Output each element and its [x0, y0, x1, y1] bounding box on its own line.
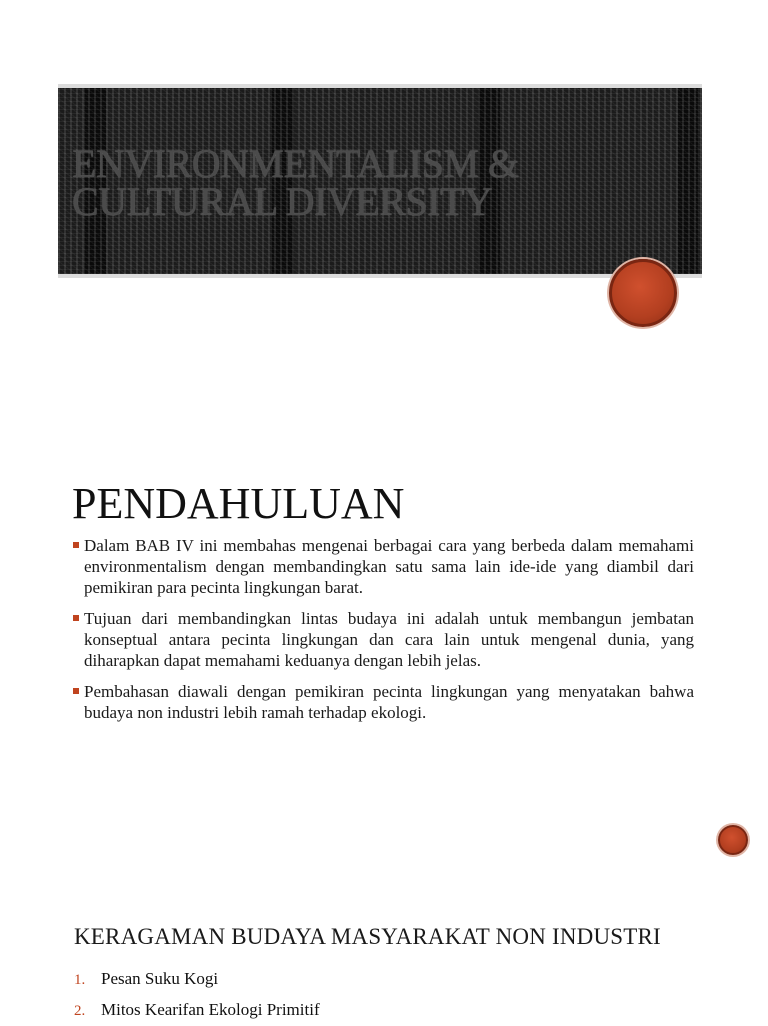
- bullet-item: Dalam BAB IV ini membahas mengenai berbagai cara yang berbeda dalam memahami environmentalism dengan membandingkan satu sama lain ide-ide yang diambil dari pemikiran para pecinta lingkungan barat.: [72, 535, 694, 598]
- keragaman-numbered-list: [74, 964, 320, 1026]
- decorative-circle: [609, 259, 677, 327]
- list-number: 1.: [74, 972, 86, 988]
- slide-title: ENVIRONMENTALISM & CULTURAL DIVERSITY: [72, 141, 519, 224]
- decorative-circle-small: [718, 825, 748, 855]
- list-item-text: Mitos Kearifan Ekologi Primitif: [101, 1000, 320, 1019]
- list-item-text: Pesan Suku Kogi: [101, 969, 219, 988]
- list-number: 2.: [74, 1003, 86, 1019]
- bullet-item: Tujuan dari membandingkan lintas budaya ini adalah untuk membangun jembatan konseptual antara pecinta lingkungan dan cara lain untuk mengenal dunia, yang diharapkan dapat memahami keduanya dengan lebih jelas.: [72, 608, 694, 671]
- bullet-item: Pembahasan diawali dengan pemikiran pecinta lingkungan yang menyatakan bahwa budaya non industri lebih ramah terhadap ekologi.: [72, 681, 694, 723]
- list-item: [74, 964, 320, 995]
- section-heading-keragaman: KERAGAMAN BUDAYA MASYARAKAT NON INDUSTRI: [74, 924, 661, 949]
- pendahuluan-bullet-list: [72, 535, 694, 733]
- list-item: [74, 995, 320, 1026]
- section-heading-pendahuluan: PENDAHULUAN: [72, 479, 405, 528]
